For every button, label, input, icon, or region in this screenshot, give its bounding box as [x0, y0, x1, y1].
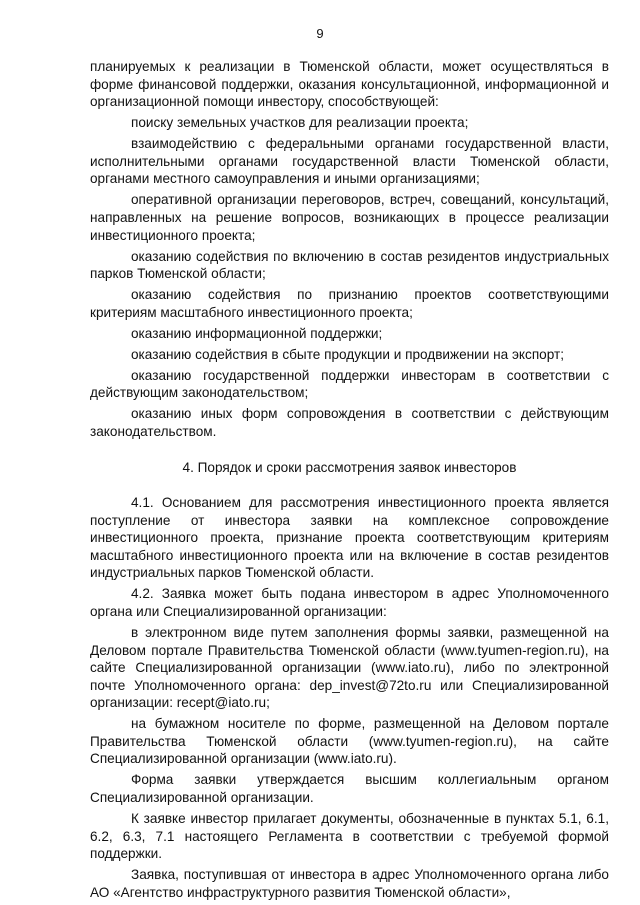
section-title: 4. Порядок и сроки рассмотрения заявок инвесторов — [182, 460, 517, 476]
list-item: оказанию содействия по признанию проектов соответствующими критериям масштабного инвестиционного проекта; — [90, 287, 609, 320]
list-item: поиску земельных участков для реализации проекта; — [131, 115, 469, 131]
list-item: оказанию иных форм сопровождения в соответствии с действующим законодательством. — [90, 406, 609, 439]
section-body — [90, 494, 609, 901]
paragraph: планируемых к реализации в Тюменской области, может осуществляться в форме финансовой поддержки, оказания консультационной, информационной и организационной помощи инвестору, способствующей: — [90, 59, 609, 110]
document-body — [90, 58, 609, 905]
list-block-top — [90, 58, 609, 440]
list-item: взаимодействию с федеральными органами государственной власти, исполнительными органами государственной власти Тюменской области, органами местного самоуправления и иными организациями; — [90, 136, 609, 187]
list-item: оказанию государственной поддержки инвесторам в соответствии с действующим законодательством; — [90, 367, 609, 401]
paragraph: 4.1. Основанием для рассмотрения инвестиционного проекта является поступление от инвестора заявки на комплексное сопровождение инвестиционного проекта, признание проекта соответствующим критериям масштабного инвестиционного проекта или на включение в состав резидентов индустриальных парков Тюменской области. — [90, 494, 609, 581]
list-item: оперативной организации переговоров, встреч, совещаний, консультаций, направленных на решение вопросов, возникающих в процессе реализации инвестиционного проекта; — [90, 192, 609, 243]
paragraph: на бумажном носителе по форме, размещенной на Деловом портале Правительства Тюменской области (www.tyumen-region.ru), на сайте Специализированной организации (www.iato.ru). — [90, 716, 609, 767]
list-item: оказанию содействия в сбыте продукции и продвижении на экспорт; — [131, 346, 565, 362]
paragraph: К заявке инвестор прилагает документы, обозначенные в пунктах 5.1, 6.1, 6.2, 6.3, 7.1 настоящего Регламента в соответствии с требуемой формой поддержки. — [90, 811, 609, 862]
paragraph: в электронном виде путем заполнения формы заявки, размещенной на Деловом портале Правительства Тюменской области (www.tyumen-region.ru), на сайте Специализированной организации (www.iato.ru), либо по электронной почте Уполномоченного органа: dep_invest@72to.ru или Специализированной организации: recept@iato.ru; — [90, 624, 609, 711]
paragraph: Заявка, поступившая от инвестора в адрес Уполномоченного органа либо АО «Агентство инфраструктурного развития Тюменской области», — [90, 867, 609, 900]
paragraph: 4.2. Заявка может быть подана инвестором в адрес Уполномоченного органа или Специализированной организации: — [90, 586, 609, 619]
page-number: 9 — [316, 26, 324, 41]
list-item: оказанию информационной поддержки; — [131, 325, 383, 341]
list-item: оказанию содействия по включению в состав резидентов индустриальных парков Тюменской области; — [90, 248, 609, 282]
paragraph: Форма заявки утверждается высшим коллегиальным органом Специализированной организации. — [90, 772, 609, 806]
